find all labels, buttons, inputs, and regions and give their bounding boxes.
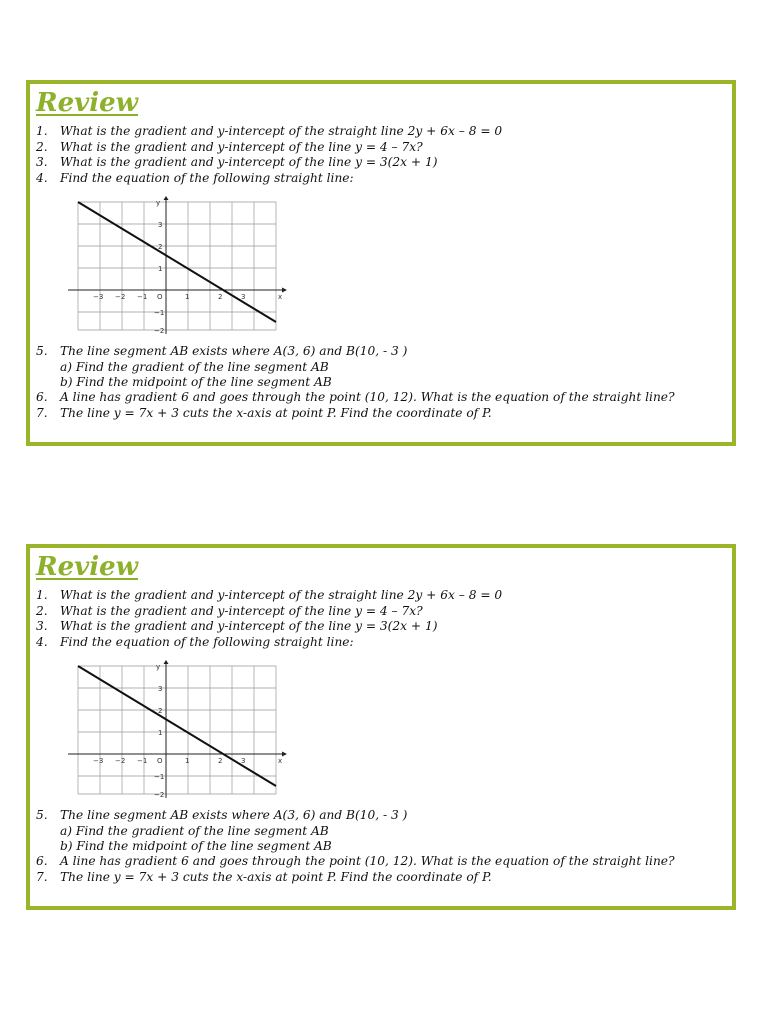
origin-label: O — [157, 293, 163, 301]
question-6: 6. A line has gradient 6 and goes through the point (10, 12). What is the equation of the straight line? — [36, 854, 675, 868]
x-tick: −3 — [93, 293, 104, 301]
question-3: 3. What is the gradient and y-intercept of the line y = 3(2x + 1) — [36, 155, 438, 169]
coordinate-graph — [68, 660, 288, 800]
y-tick: −1 — [154, 773, 165, 781]
plotted-line — [78, 202, 276, 322]
x-tick: 3 — [241, 293, 246, 301]
question-7: 7. The line y = 7x + 3 cuts the x-axis at point P. Find the coordinate of P. — [36, 406, 492, 420]
question-2: 2. What is the gradient and y-intercept of the line y = 4 – 7x? — [36, 140, 423, 154]
review-title: Review — [36, 552, 139, 582]
x-axis-arrow — [282, 752, 287, 757]
y-axis-label: y — [156, 199, 161, 207]
x-tick: 1 — [185, 757, 190, 765]
question-3: 3. What is the gradient and y-intercept of the line y = 3(2x + 1) — [36, 619, 438, 633]
x-tick: −2 — [115, 293, 126, 301]
coordinate-graph — [68, 196, 288, 336]
y-tick: 3 — [158, 685, 163, 693]
review-card-1 — [26, 80, 736, 446]
question-5: 5. The line segment AB exists where A(3, 6) and B(10, - 3 ) — [36, 808, 408, 822]
y-tick: 1 — [158, 265, 163, 273]
y-tick: −1 — [154, 309, 165, 317]
x-tick: 2 — [218, 293, 223, 301]
origin-label: O — [157, 757, 163, 765]
question-2: 2. What is the gradient and y-intercept of the line y = 4 – 7x? — [36, 604, 423, 618]
x-axis-label: x — [278, 757, 283, 765]
question-5b: b) Find the midpoint of the line segment AB — [60, 375, 332, 389]
review-card-2 — [26, 544, 736, 910]
question-6: 6. A line has gradient 6 and goes through the point (10, 12). What is the equation of the straight line? — [36, 390, 675, 404]
y-axis-arrow — [164, 196, 169, 200]
y-tick: 3 — [158, 221, 163, 229]
grid-lines — [78, 202, 276, 330]
x-tick: 3 — [241, 757, 246, 765]
question-5: 5. The line segment AB exists where A(3, 6) and B(10, - 3 ) — [36, 344, 408, 358]
question-5a: a) Find the gradient of the line segment AB — [60, 360, 329, 374]
x-tick: 2 — [218, 757, 223, 765]
x-tick: −2 — [115, 757, 126, 765]
y-tick: −2 — [154, 791, 165, 799]
x-axis-label: x — [278, 293, 283, 301]
x-axis-arrow — [282, 288, 287, 293]
question-4: 4. Find the equation of the following straight line: — [36, 635, 354, 649]
y-tick: 2 — [158, 243, 163, 251]
question-1: 1. What is the gradient and y-intercept of the straight line 2y + 6x – 8 = 0 — [36, 124, 503, 138]
plotted-line — [78, 666, 276, 786]
x-tick: 1 — [185, 293, 190, 301]
x-tick: −1 — [137, 757, 148, 765]
y-tick: 2 — [158, 707, 163, 715]
question-5b: b) Find the midpoint of the line segment AB — [60, 839, 332, 853]
y-axis-label: y — [156, 663, 161, 671]
question-4: 4. Find the equation of the following straight line: — [36, 171, 354, 185]
grid-lines — [78, 666, 276, 794]
question-7: 7. The line y = 7x + 3 cuts the x-axis at point P. Find the coordinate of P. — [36, 870, 492, 884]
x-tick: −1 — [137, 293, 148, 301]
x-tick: −3 — [93, 757, 104, 765]
y-axis-arrow — [164, 660, 169, 664]
y-tick: −2 — [154, 327, 165, 335]
y-tick: 1 — [158, 729, 163, 737]
question-1: 1. What is the gradient and y-intercept of the straight line 2y + 6x – 8 = 0 — [36, 588, 503, 602]
review-title: Review — [36, 88, 139, 118]
question-5a: a) Find the gradient of the line segment AB — [60, 824, 329, 838]
